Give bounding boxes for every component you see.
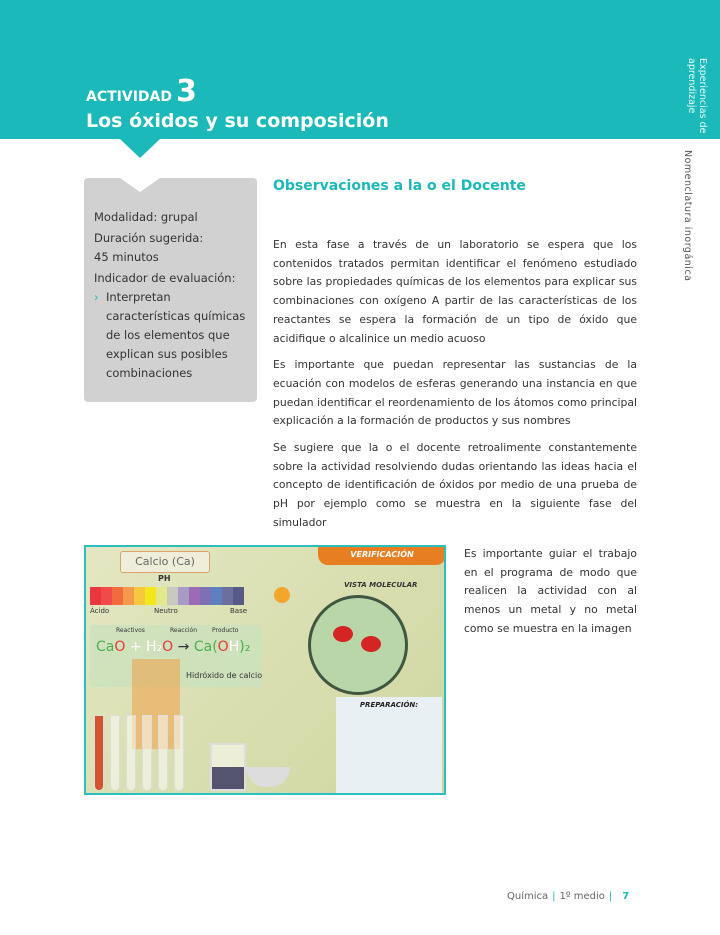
ph-swatch [178,587,189,605]
footer: Química | 1º medio | 7 [507,891,630,902]
test-tube-icon [126,715,136,791]
ph-label: PH [158,574,171,583]
ph-swatch [123,587,134,605]
molecule-icon [333,626,353,642]
preparation-panel [336,697,442,795]
section-side-label: Experiencias de aprendizaje [686,58,708,134]
play-icon [274,587,290,603]
ph-swatch [90,587,101,605]
test-tube-icon [142,715,152,791]
beaker-icon [210,743,246,791]
activity-number: 3 [176,74,197,109]
paragraph: En esta fase a través de un laboratorio se espera que los contenidos tratados permitan identificar el fenómeno estudiado sobre las propiedades químicas de los elementos para explicar sus combinaciones con oxígeno A partir de las características de los reactantes se espera la formación de un tipo de óxido que acidifique o alcalinice un medio acuoso [273,238,637,345]
ph-swatch [200,587,211,605]
test-tube-icon [110,715,120,791]
footer-subject: Química [507,891,549,902]
duracion-label: Duración sugerida: [94,231,204,245]
modalidad: Modalidad: grupal [94,210,198,224]
reactivos-label: Reactivos [116,627,145,634]
acid-label: Ácido [90,607,110,615]
product-name: Hidróxido de calcio [186,671,263,680]
simulator-screenshot [84,545,446,795]
neutral-label: Neutro [154,607,178,615]
topic-side-label: Nomenclatura inorgánica [682,150,693,282]
ph-swatch [222,587,233,605]
molecule-icon [361,636,381,652]
base-label: Base [230,607,248,615]
test-tube-icon [158,715,168,791]
ph-swatch [233,587,244,605]
paragraph: Es importante que puedan representar las sustancias de la ecuación con modelos de esferas generando una instancia en que puedan identificar el reordenamiento de los átomos como principal explicación a la formación de productos y sus nombres [273,358,637,428]
ph-swatch [156,587,167,605]
image-caption: Es importante guiar el trabajo en el programa de modo que realicen la actividad con al menos un metal y no metal como se muestra en la imagen [464,547,637,635]
verification-tab: VERIFICACIÓN [318,547,446,565]
indicador-item: › Interpretan características químicas de los elementos que explican sus posibles combinaciones [106,288,248,383]
ph-swatch [211,587,222,605]
highlight-overlay [132,659,180,749]
producto-label: Producto [212,627,239,634]
activity-label: ACTIVIDAD 3 [86,74,197,109]
paragraph: Se sugiere que la o el docente retroalimente constantemente sobre la actividad resolviendo dudas orientando las ideas hacia el concepto de identificación de óxidos por medio de una prueba de pH por ejemplo como se muestra en la siguiente fase del simulador [273,441,637,529]
indicador-label: Indicador de evaluación: [94,271,236,285]
box-notch [120,178,160,192]
page-number: 7 [622,891,630,902]
page-title: Los óxidos y su composición [86,110,389,132]
header-pointer [119,138,161,158]
bowl-icon [246,767,290,787]
ph-swatch [112,587,123,605]
molecular-view [308,595,408,695]
activity-info-box [84,178,257,402]
ph-swatch [189,587,200,605]
duracion-value: 45 minutos [94,250,159,264]
body-text [273,236,637,541]
preparation-title: PREPARACIÓN: [359,701,419,709]
test-tube-icon [174,715,184,791]
ph-scale [90,587,244,605]
element-label: Calcio (Ca) [120,551,210,573]
ph-swatch [134,587,145,605]
section-heading: Observaciones a la o el Docente [273,178,526,194]
molecular-view-label: VISTA MOLECULAR [344,581,418,589]
test-tube-icon [94,715,104,791]
footer-grade: 1º medio [559,891,605,902]
ph-swatch [145,587,156,605]
reaccion-label: Reacción [170,627,198,634]
ph-swatch [101,587,112,605]
chemical-equation: CaO + H₂O → Ca(OH)₂ [96,639,251,655]
ph-swatch [167,587,178,605]
